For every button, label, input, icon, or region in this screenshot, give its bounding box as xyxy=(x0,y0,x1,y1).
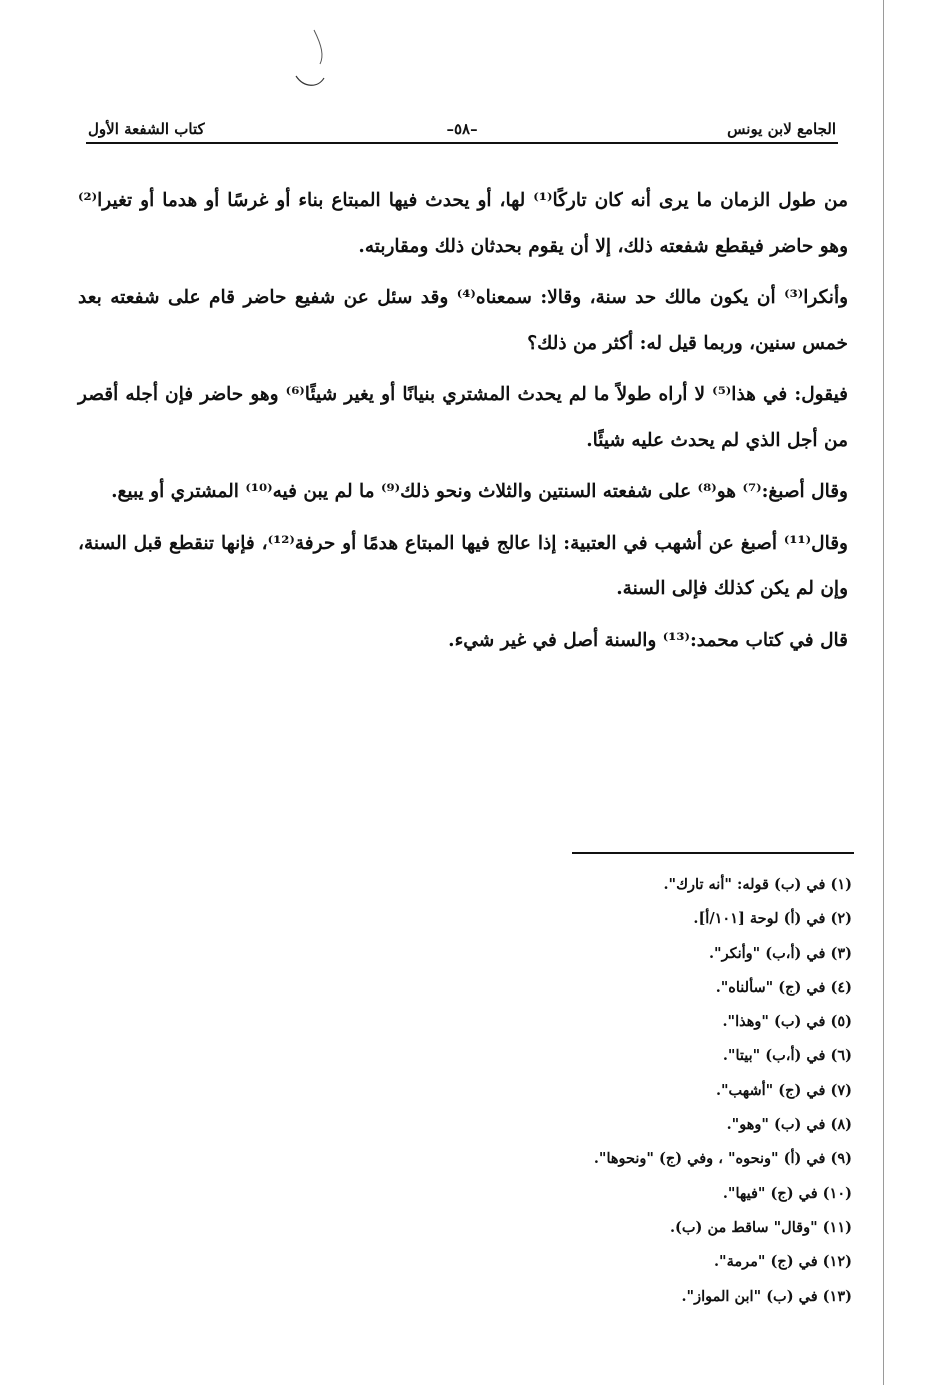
footnote-2: (٢) في (أ) لوحة [١٠١/أ]. xyxy=(693,910,852,928)
footnote-3: (٣) في (أ،ب) "وأنكر". xyxy=(708,944,852,962)
footnote-9: (٩) في (أ) "ونحوه" ، وفي (ج) "ونحوها". xyxy=(593,1150,852,1168)
header-rule xyxy=(86,142,838,144)
footnote-4: (٤) في (ج) "سألناه". xyxy=(715,978,852,996)
paragraph-4: وقال أصبغ:⁽⁷⁾ هو⁽⁸⁾ على شفعته السنتين والثلاث ونحو ذلك⁽⁹⁾ ما لم يبن فيه⁽¹⁰⁾ المشتري أو يبيع. xyxy=(111,481,848,502)
footnote-6: (٦) في (أ،ب) "بيتا". xyxy=(722,1047,852,1065)
page-edge-line xyxy=(883,0,884,1385)
page-number: –٥٨– xyxy=(446,120,478,138)
footnote-12: (١٢) في (ج) "مرمة". xyxy=(713,1253,852,1271)
footnotes-list xyxy=(460,868,852,1314)
footnote-5: (٥) في (ب) "وهذا". xyxy=(722,1013,852,1031)
paragraph-6: قال في كتاب محمد:⁽¹³⁾ والسنة أصل في غير شيء. xyxy=(448,629,848,651)
running-header xyxy=(86,116,838,144)
footnote-13: (١٣) في (ب) "ابن المواز". xyxy=(681,1287,852,1305)
paragraph-1: من طول الزمان ما يرى أنه كان تاركًا⁽¹⁾ لها، أو يحدث فيها المبتاع بناء أو غرسًا أو هدما أو تغيرا⁽²⁾ وهو حاضر فيقطع شفعته ذلك، إلا أن يقوم بحدثان ذلك ومقاربته. xyxy=(78,190,848,257)
footnote-1: (١) في (ب) قوله: "أنه تارك". xyxy=(663,876,852,893)
paragraph-5: وقال⁽¹¹⁾ أصبغ عن أشهب في العتبية: إذا عالج فيها المبتاع هدمًا أو حرفة⁽¹²⁾، فإنها تنقطع قبل السنة، وإن لم يكن كذلك فإلى السنة. xyxy=(78,532,848,599)
footnote-7: (٧) في (ج) "أشهب". xyxy=(715,1081,852,1099)
footnote-11: (١١) "وقال" ساقط من (ب). xyxy=(670,1218,852,1236)
header-book-title: الجامع لابن يونس xyxy=(727,120,836,138)
header-chapter-title: كتاب الشفعة الأول xyxy=(88,120,205,138)
paragraph-3: فيقول: في هذا⁽⁵⁾ لا أراه طولاً ما لم يحدث المشتري بنيانًا أو يغير شيئًا⁽⁶⁾ وهو حاضر فإن أجله أقصر من أجل الذي لم يحدث عليه شيئًا. xyxy=(78,384,848,451)
scan-mark-decoration xyxy=(292,28,328,90)
footnote-separator xyxy=(572,852,854,854)
paragraph-2: وأنكرا⁽³⁾ أن يكون مالك حد سنة، وقالا: سمعناه⁽⁴⁾ وقد سئل عن شفيع حاضر قام على شفعته بعد خمس سنين، وربما قيل له: أكثر من ذلك؟ xyxy=(78,287,849,354)
footnote-10: (١٠) في (ج) "فيها". xyxy=(722,1184,852,1202)
footnote-8: (٨) في (ب) "وهو". xyxy=(726,1116,852,1134)
main-text xyxy=(78,178,848,663)
